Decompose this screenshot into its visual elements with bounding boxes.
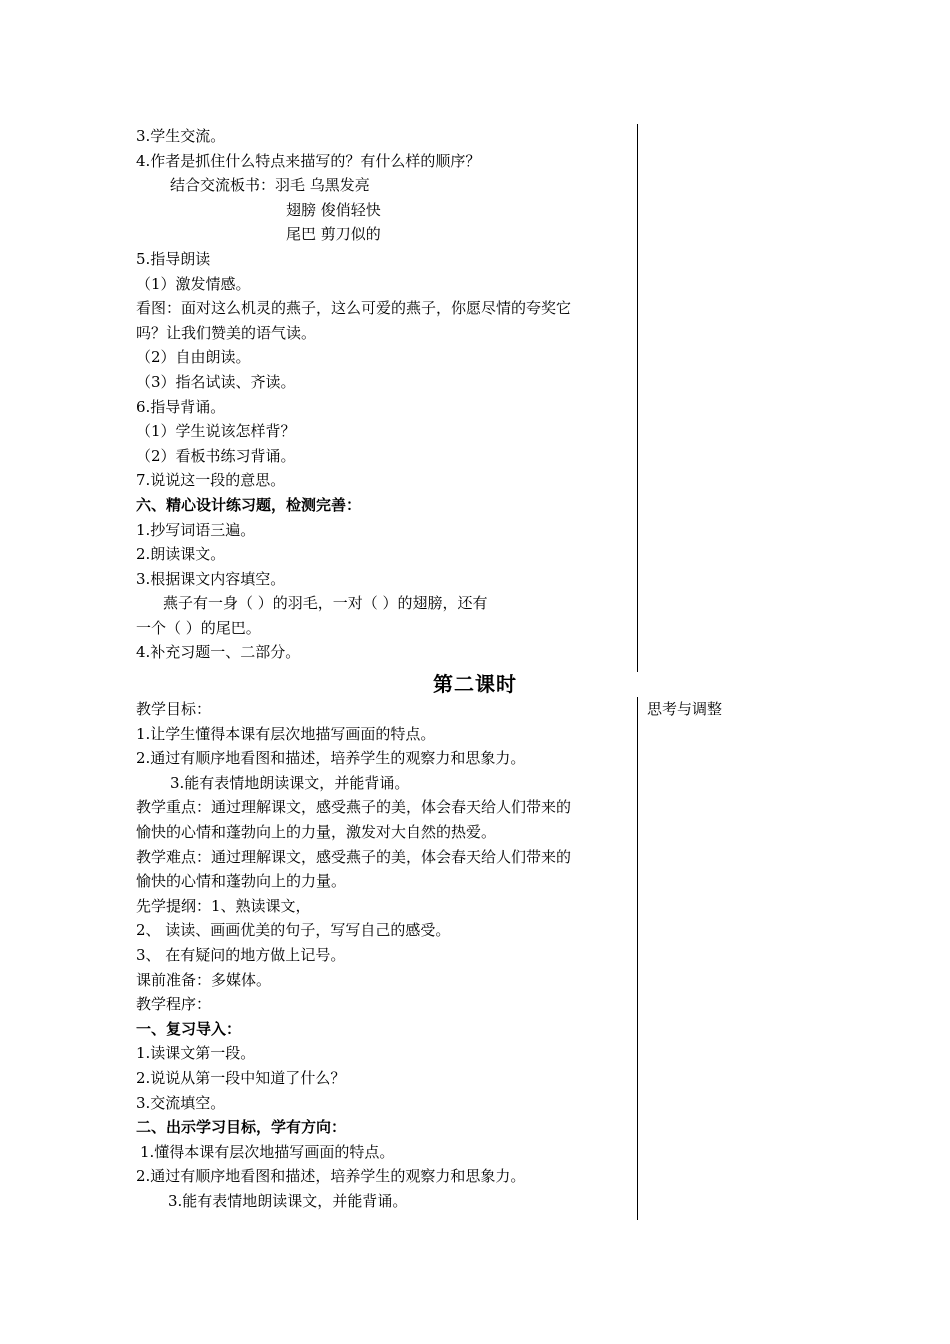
text-line: （1）学生说该怎样背？	[136, 422, 296, 441]
section-heading: 二、出示学习目标，学有方向：	[136, 1118, 347, 1137]
text-line: 课前准备：多媒体。	[136, 970, 272, 989]
text-line: 4.作者是抓住什么特点来描写的？有什么样的顺序？	[136, 151, 481, 170]
text-line: 教学程序：	[136, 995, 212, 1014]
text-line: 3、 在有疑问的地方做上记号。	[136, 945, 346, 964]
text-line: 3.交流填空。	[136, 1093, 226, 1112]
text-line: 2.通过有顺序地看图和描述，培养学生的观察力和思象力。	[136, 1167, 526, 1186]
side-column-heading: 思考与调整	[647, 700, 723, 718]
column-divider	[637, 124, 638, 672]
text-line: 5.指导朗读	[136, 249, 211, 268]
section-heading: 一、复习导入：	[136, 1019, 242, 1038]
text-line: 4.补充习题一、二部分。	[136, 643, 301, 662]
text-line: 教学重点：通过理解课文，感受燕子的美，体会春天给人们带来的	[136, 798, 572, 817]
text-line: 1.懂得本课有层次地描写画面的特点。	[140, 1142, 395, 1161]
text-line: （2）看板书练习背诵。	[136, 446, 296, 465]
text-line: 先学提纲：1、熟读课文，	[136, 896, 311, 915]
text-line: 3.能有表情地朗读课文，并能背诵。	[170, 773, 410, 792]
lesson-plan-section-2	[136, 697, 630, 1213]
text-line: 6.指导背诵。	[136, 397, 226, 416]
text-line: （3）指名试读、齐读。	[136, 372, 296, 391]
column-divider	[637, 697, 638, 1220]
fill-in-blank-line: 燕子有一身（ ）的羽毛，一对（ ）的翅膀，还有	[163, 594, 488, 613]
text-line: 1.抄写词语三遍。	[136, 520, 256, 539]
text-line: 愉快的心情和蓬勃向上的力量，激发对大自然的热爱。	[136, 822, 497, 841]
text-line: 2、 读读、画画优美的句子，写写自己的感受。	[136, 921, 451, 940]
lesson-plan-section-1	[136, 124, 630, 665]
text-line: 3.学生交流。	[136, 127, 226, 145]
text-line: 2.说说从第一段中知道了什么？	[136, 1068, 346, 1087]
text-line: 翅膀 俊俏轻快	[286, 200, 381, 219]
fill-in-blank-line: 一个（ ）的尾巴。	[136, 618, 261, 637]
text-line: （1）激发情感。	[136, 274, 251, 293]
lesson-title: 第二课时	[433, 672, 517, 696]
text-line: 2.朗读课文。	[136, 545, 226, 564]
text-line: 1.让学生懂得本课有层次地描写画面的特点。	[136, 724, 436, 743]
text-line: （2）自由朗读。	[136, 348, 251, 367]
text-line: 结合交流板书：羽毛 乌黑发亮	[170, 176, 370, 195]
text-line: 教学目标：	[136, 700, 212, 718]
text-line: 2.通过有顺序地看图和描述，培养学生的观察力和思象力。	[136, 749, 526, 768]
text-line: 看图：面对这么机灵的燕子，这么可爱的燕子，你愿尽情的夸奖它	[136, 299, 572, 318]
text-line: 3.根据课文内容填空。	[136, 569, 286, 588]
section-heading: 六、精心设计练习题，检测完善：	[136, 495, 362, 514]
text-line: 7.说说这一段的意思。	[136, 471, 286, 490]
text-line: 吗？让我们赞美的语气读。	[136, 323, 317, 342]
text-line: 尾巴 剪刀似的	[286, 225, 381, 244]
text-line: 3.能有表情地朗读课文，并能背诵。	[168, 1191, 408, 1210]
text-line: 1.读课文第一段。	[136, 1044, 256, 1063]
text-line: 愉快的心情和蓬勃向上的力量。	[136, 872, 347, 891]
text-line: 教学难点：通过理解课文，感受燕子的美，体会春天给人们带来的	[136, 847, 572, 866]
